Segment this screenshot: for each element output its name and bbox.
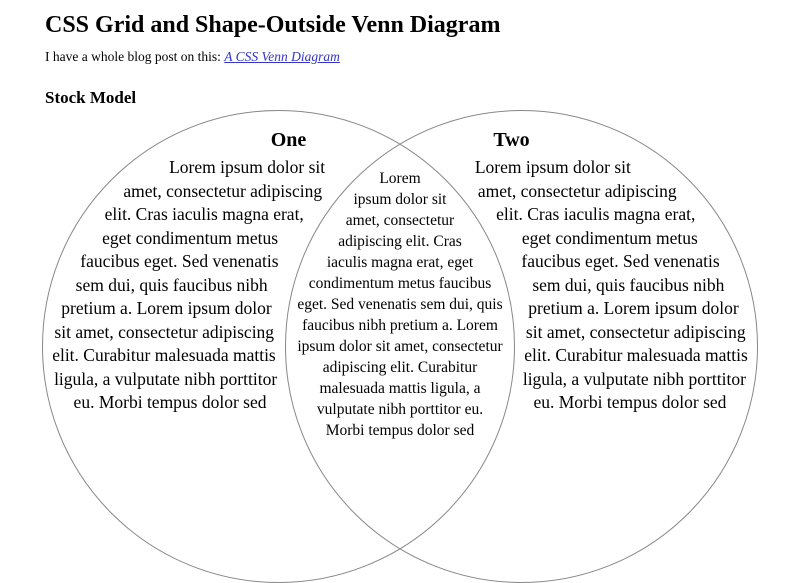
intro-prefix: I have a whole blog post on this: xyxy=(45,48,225,64)
circle-one-body-text: Lorem ipsum dolor sit amet, consectetur adipiscing elit. Cras iaculis magna erat, eget condimentum metus faucibus eget. Sed venenatis sem dui, quis faucibus nibh pretium a. Lorem ipsum dolor sit amet, consectetur adipiscing elit. Curabitur malesuada mattis ligula, a vulputate nibh porttitor eu. Morbi tempus dolor sed xyxy=(52,157,326,412)
overlap-body-text: Lorem ipsum dolor sit amet, consectetur adipiscing elit. Cras iaculis magna erat, eget condimentum metus faucibus eget. Sed venenatis sem dui, quis faucibus nibh pretium a. Lorem ipsum dolor sit amet, consectetur adipiscing elit. Curabitur malesuada mattis ligula, a vulputate nibh porttitor eu. Morbi tempus dolor sed xyxy=(297,170,503,439)
circle-one-label: One xyxy=(270,129,307,151)
page-title: CSS Grid and Shape-Outside Venn Diagram xyxy=(45,12,501,38)
circle-two-label: Two xyxy=(493,129,530,151)
circle-two-body-text: Lorem ipsum dolor sit amet, consectetur adipiscing elit. Cras iaculis magna erat, eget condimentum metus faucibus eget. Sed venenatis sem dui, quis faucibus nibh pretium a. Lorem ipsum dolor sit amet, consectetur adipiscing elit. Curabitur malesuada mattis ligula, a vulputate nibh porttitor eu. Morbi tempus dolor sed xyxy=(474,157,748,412)
blog-post-link[interactable]: A CSS Venn Diagram xyxy=(224,48,340,64)
overlap-text-region xyxy=(285,110,515,450)
section-heading: Stock Model xyxy=(45,87,137,107)
